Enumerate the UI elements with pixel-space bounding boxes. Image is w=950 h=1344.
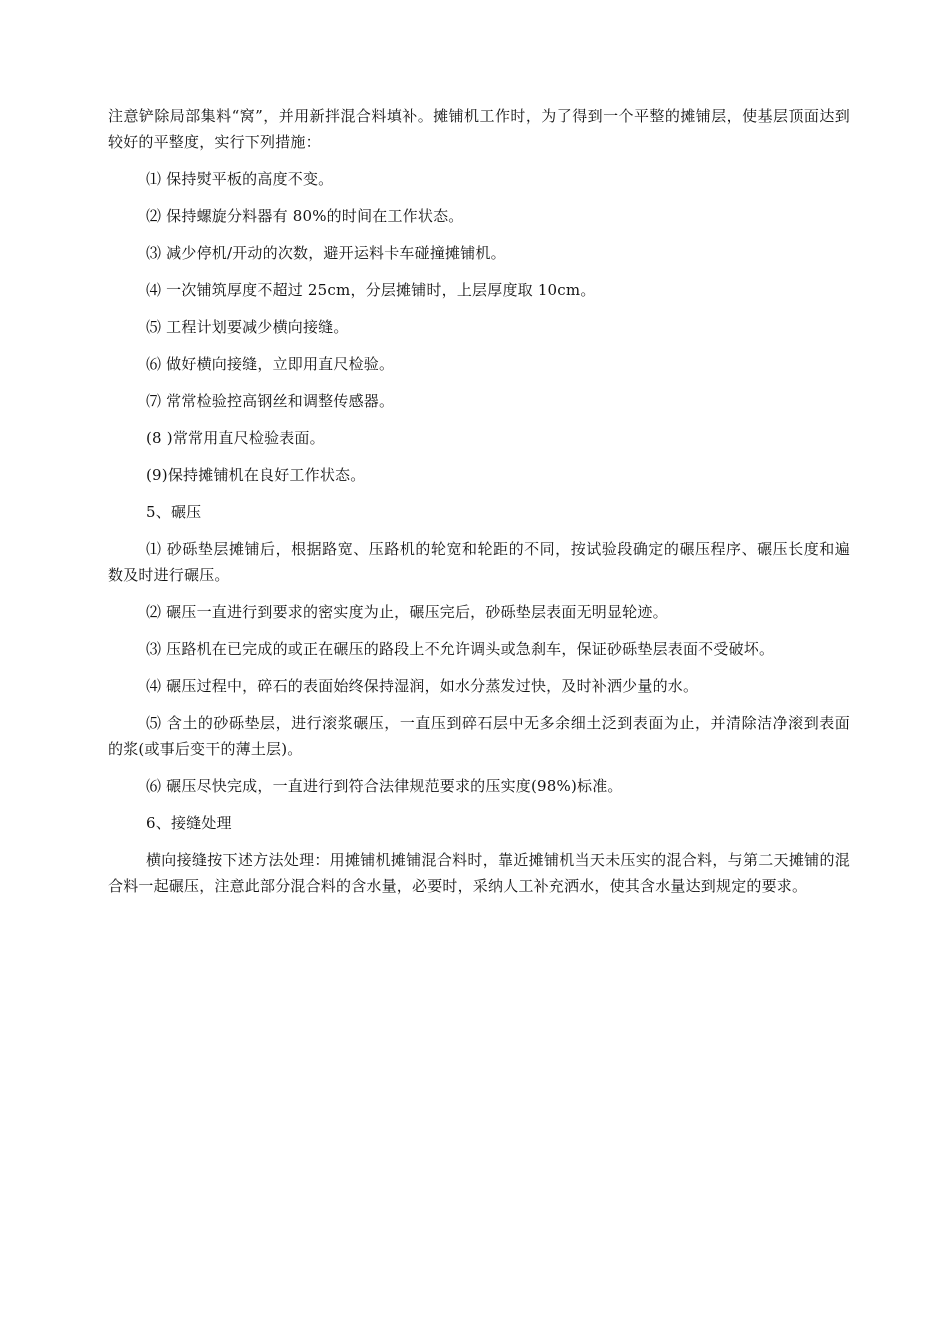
section-heading-compaction: 5、碾压 bbox=[146, 503, 202, 521]
list-item-4: ⑷ 一次铺筑厚度不超过 25cm，分层摊铺时，上层厚度取 10cm。 bbox=[146, 281, 596, 299]
list-item-9: (9)保持摊铺机在良好工作状态。 bbox=[146, 466, 366, 484]
list-item-2: ⑵ 保持螺旋分料器有 80%的时间在工作状态。 bbox=[146, 207, 464, 225]
list-item-5: ⑸ 工程计划要减少横向接缝。 bbox=[146, 318, 349, 336]
list-item-3: ⑶ 减少停机/开动的次数，避开运料卡车碰撞摊铺机。 bbox=[146, 244, 506, 262]
compaction-item-3: ⑶ 压路机在已完成的或正在碾压的路段上不允许调头或急刹车，保证砂砾垫层表面不受破坏。 bbox=[146, 640, 775, 658]
document-body bbox=[108, 103, 850, 910]
paragraph-intro: 注意铲除局部集料“窝”，并用新拌混合料填补。摊铺机工作时，为了得到一个平整的摊铺层，使基层顶面达到较好的平整度，实行下列措施： bbox=[108, 107, 850, 151]
list-item-6: ⑹ 做好横向接缝，立即用直尺检验。 bbox=[146, 355, 395, 373]
paragraph-joints: 横向接缝按下述方法处理：用摊铺机摊铺混合料时，靠近摊铺机当天未压实的混合料，与第二天摊铺的混合料一起碾压，注意此部分混合料的含水量，必要时，采纳人工补充洒水，使其含水量达到规定的要求。 bbox=[108, 851, 850, 895]
list-item-7: ⑺ 常常检验控高钢丝和调整传感器。 bbox=[146, 392, 395, 410]
compaction-item-6: ⑹ 碾压尽快完成，一直进行到符合法律规范要求的压实度(98%)标准。 bbox=[146, 777, 623, 795]
section-heading-joints: 6、接缝处理 bbox=[146, 814, 232, 832]
compaction-item-4: ⑷ 碾压过程中，碎石的表面始终保持湿润，如水分蒸发过快，及时补洒少量的水。 bbox=[146, 677, 699, 695]
compaction-item-5: ⑸ 含土的砂砾垫层，进行滚浆碾压，一直压到碎石层中无多余细土泛到表面为止，并清除洁净滚到表面的浆(或事后变干的薄土层)。 bbox=[108, 714, 850, 758]
compaction-item-1: ⑴ 砂砾垫层摊铺后，根据路宽、压路机的轮宽和轮距的不同，按试验段确定的碾压程序、碾压长度和遍数及时进行碾压。 bbox=[108, 540, 850, 584]
list-item-8: (8 )常常用直尺检验表面。 bbox=[146, 429, 325, 447]
compaction-item-2: ⑵ 碾压一直进行到要求的密实度为止，碾压完后，砂砾垫层表面无明显轮迹。 bbox=[146, 603, 668, 621]
list-item-1: ⑴ 保持熨平板的高度不变。 bbox=[146, 170, 334, 188]
